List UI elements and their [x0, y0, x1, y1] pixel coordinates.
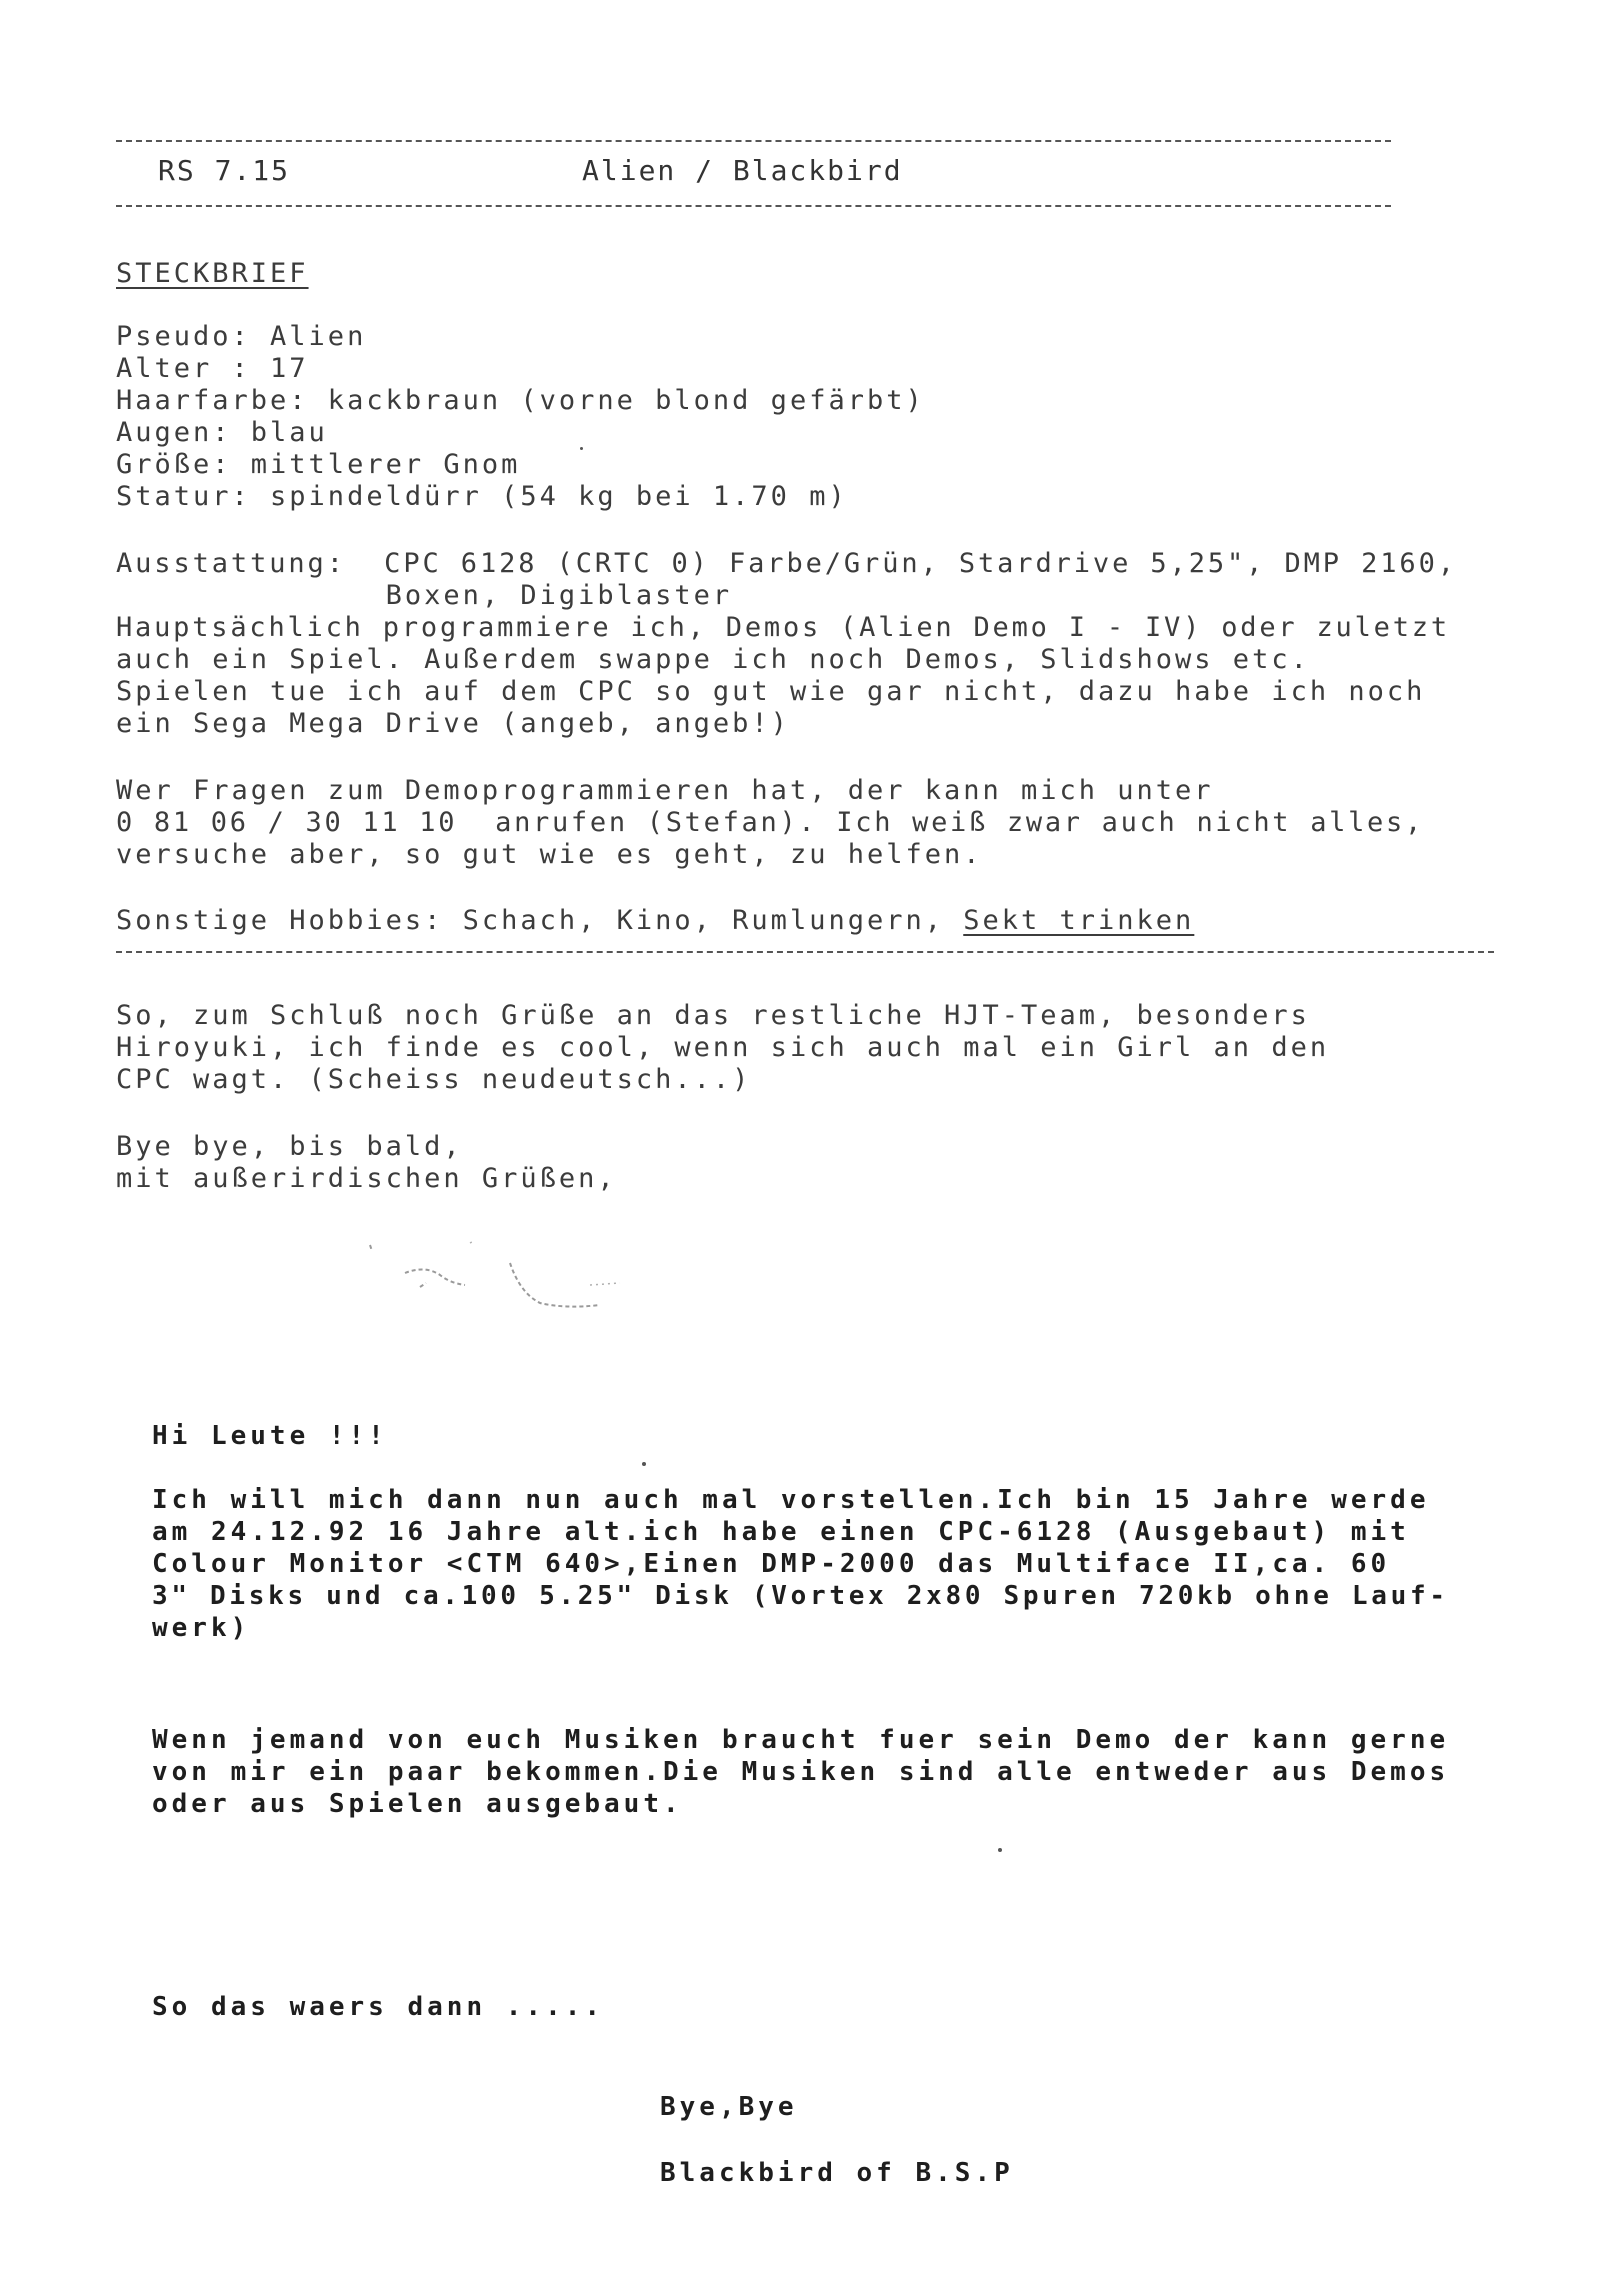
hobbies-line — [116, 905, 1194, 937]
scan-speck — [642, 1462, 646, 1466]
paragraph-line: 0 81 06 / 30 11 10 anrufen (Stefan). Ich weiß zwar auch nicht alles, — [116, 807, 1424, 838]
header-rule-top — [116, 140, 1391, 142]
paragraph-line: Spielen tue ich auf dem CPC so gut wie gar nicht, dazu habe ich noch — [116, 676, 1426, 707]
bye-line: Bye,Bye — [660, 2092, 798, 2122]
paragraph-line: Hiroyuki, ich finde es cool, wenn sich auch mal ein Girl an den — [116, 1032, 1330, 1063]
greeting: Hi Leute !!! — [152, 1421, 388, 1451]
paragraph-line: oder aus Spielen ausgebaut. — [152, 1789, 683, 1819]
signature-line: Blackbird of B.S.P — [660, 2158, 1014, 2188]
paragraph-line: versuche aber, so gut wie es geht, zu helfen. — [116, 839, 983, 870]
profile-haarfarbe: Haarfarbe: kackbraun (vorne blond gefärbt) — [116, 385, 925, 416]
paragraph-line: Wenn jemand von euch Musiken braucht fuer sein Demo der kann gerne — [152, 1725, 1450, 1755]
farewell-line: mit außerirdischen Grüßen, — [116, 1163, 617, 1194]
profile-groesse: Größe: mittlerer Gnom — [116, 449, 521, 480]
hobbies-text: Sonstige Hobbies: Schach, Kino, Rumlungern, — [116, 905, 964, 936]
paragraph-line: auch ein Spiel. Außerdem swappe ich noch Demos, Slidshows etc. — [116, 644, 1310, 675]
profile-ausstattung-2: Boxen, Digiblaster — [116, 580, 733, 611]
header-rule-bottom — [116, 205, 1391, 207]
paragraph-line: von mir ein paar bekommen.Die Musiken sind alle entweder aus Demos — [152, 1757, 1450, 1787]
paragraph-line: CPC wagt. (Scheiss neudeutsch...) — [116, 1064, 752, 1095]
paragraph-line: am 24.12.92 16 Jahre alt.ich habe einen CPC-6128 (Ausgebaut) mit — [152, 1517, 1410, 1547]
paragraph-line: 3" Disks und ca.100 5.25" Disk (Vortex 2x80 Spuren 720kb ohne Lauf- — [152, 1581, 1449, 1611]
farewell-line: Bye bye, bis bald, — [116, 1131, 463, 1162]
header-title: Alien / Blackbird — [582, 154, 903, 187]
profile-statur: Statur: spindeldürr (54 kg bei 1.70 m) — [116, 481, 848, 512]
hobbies-underlined-text: Sekt trinken — [963, 905, 1195, 936]
header-issue: RS 7.15 — [158, 154, 291, 187]
handwritten-signature — [350, 1225, 670, 1335]
closing-line: So das waers dann ..... — [152, 1992, 605, 2022]
section-divider — [116, 951, 1494, 953]
profile-ausstattung-1: Ausstattung: CPC 6128 (CRTC 0) Farbe/Grün, Stardrive 5,25", DMP 2160, — [116, 548, 1457, 579]
paragraph-line: ein Sega Mega Drive (angeb, angeb!) — [116, 708, 790, 739]
profile-alter: Alter : 17 — [116, 353, 309, 384]
paragraph-line: Hauptsächlich programmiere ich, Demos (Alien Demo I - IV) oder zuletzt — [116, 612, 1450, 643]
profile-pseudo: Pseudo: Alien — [116, 321, 367, 352]
paragraph-line: Ich will mich dann nun auch mal vorstellen.Ich bin 15 Jahre werde — [152, 1485, 1430, 1515]
paragraph-line: werk) — [152, 1613, 251, 1643]
paragraph-line: Colour Monitor <CTM 640>,Einen DMP-2000 das Multiface II,ca. 60 — [152, 1549, 1391, 1579]
profile-augen: Augen: blau — [116, 417, 328, 448]
paragraph-line: So, zum Schluß noch Grüße an das restliche HJT-Team, besonders — [116, 1000, 1310, 1031]
scan-speck — [580, 447, 583, 450]
scan-speck — [998, 1848, 1002, 1852]
section-heading: STECKBRIEF — [116, 258, 309, 289]
paragraph-line: Wer Fragen zum Demoprogrammieren hat, der kann mich unter — [116, 775, 1214, 806]
